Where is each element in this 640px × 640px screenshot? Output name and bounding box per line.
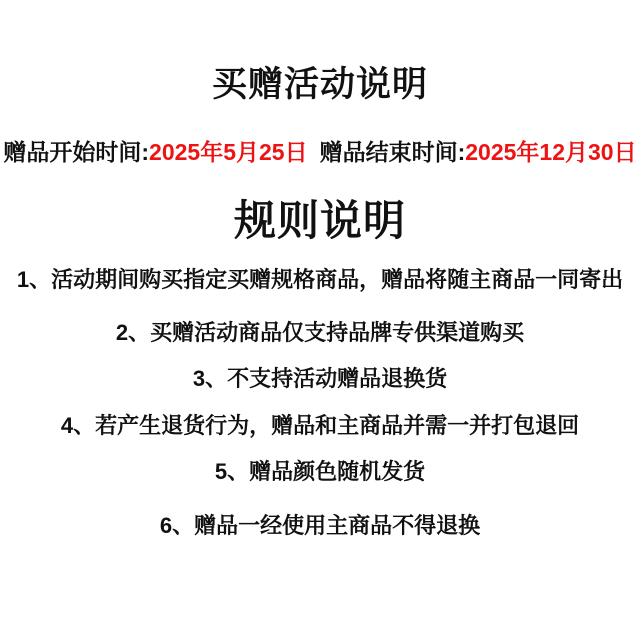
rule-item-5: 5、赠品颜色随机发货	[214, 459, 426, 484]
page-title: 买赠活动说明	[211, 65, 428, 104]
gift-end-value: 2025年12月30日	[465, 139, 637, 165]
rule-item-2: 2、买赠活动商品仅支持品牌专供渠道购买	[115, 320, 525, 345]
rule-item-3: 3、不支持活动赠品退换货	[192, 366, 448, 391]
rule-item-1: 1、活动期间购买指定买赠规格商品，赠品将随主商品一同寄出	[16, 267, 624, 292]
gift-end-label: 赠品结束时间:	[319, 139, 466, 165]
gift-start-label: 赠品开始时间:	[3, 139, 150, 165]
rules-heading: 规则说明	[233, 197, 406, 244]
rule-item-6: 6、赠品一经使用主商品不得退换	[159, 513, 481, 538]
gift-dates-line	[0, 134, 640, 167]
rule-item-4: 4、若产生退货行为，赠品和主商品并需一并打包退回	[60, 413, 580, 438]
gift-start-value: 2025年5月25日	[149, 139, 308, 165]
